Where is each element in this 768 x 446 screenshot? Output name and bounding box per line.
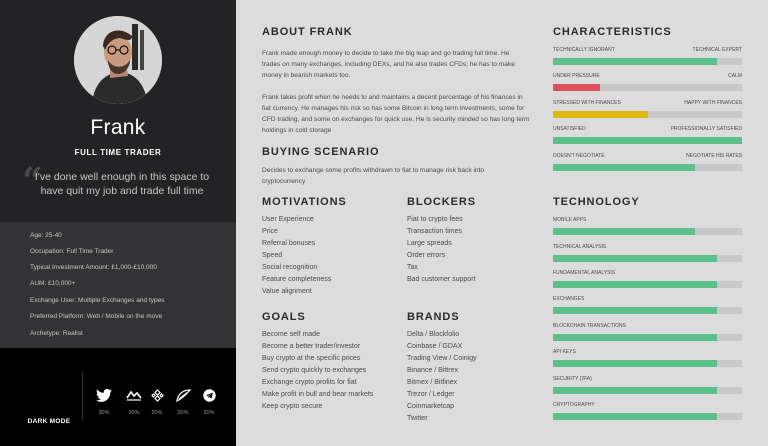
scale-track xyxy=(553,111,742,118)
tech-track xyxy=(553,307,742,314)
fact-platform: Preferred Platform: Web / Mobile on the move xyxy=(30,313,163,320)
list-item: Referral bonuses xyxy=(262,240,316,247)
tech-fill xyxy=(553,307,717,314)
scale-right-label: NEGOTIATE HIS RATES xyxy=(686,153,742,159)
tech-label: EXCHANGES xyxy=(553,296,585,302)
list-item: Bad customer support xyxy=(407,276,476,283)
list-item: Keep crypto secure xyxy=(262,403,323,410)
exchange-logo xyxy=(123,389,145,416)
tech-fundamental-analysis xyxy=(553,270,742,288)
tech-fill xyxy=(553,360,717,367)
footer-divider xyxy=(82,372,83,420)
list-item: Coinbase / GDAX xyxy=(407,343,463,350)
blockers-list xyxy=(407,214,475,286)
exchange-binance xyxy=(146,389,168,416)
about-title: ABOUT FRANK xyxy=(262,26,353,38)
list-item: Speed xyxy=(262,252,283,259)
scale-right-label: TECHNICAL EXPERT xyxy=(692,47,742,53)
tech-technical-analysis xyxy=(553,244,742,262)
tech-track xyxy=(553,255,742,262)
scale-fill xyxy=(553,164,695,171)
quote-mark-icon: “ xyxy=(22,160,43,202)
tech-track xyxy=(553,360,742,367)
tech-fill xyxy=(553,334,717,341)
list-item: Binance / Bittrex xyxy=(407,367,458,374)
twitter-icon xyxy=(96,389,112,402)
exchange-bitfinex xyxy=(172,389,194,416)
exchange-pct: 30% xyxy=(98,410,110,416)
goals-title: GOALS xyxy=(262,311,306,323)
tech-fill xyxy=(553,387,717,394)
persona-footer xyxy=(0,348,236,446)
list-item: Exchange crypto profits for fiat xyxy=(262,379,357,386)
list-item: Bitmex / Bitfinex xyxy=(407,379,458,386)
list-item: Delta / Blockfolio xyxy=(407,331,460,338)
buying-scenario-text: Decides to exchange some profits withdrawn to fiat to manage risk back into cryptocurrency xyxy=(262,167,485,185)
blockers-title: BLOCKERS xyxy=(407,196,476,208)
persona-facts xyxy=(0,222,236,348)
scale-left-label: STRESSED WITH FINANCES xyxy=(553,100,621,106)
exchange-telegram xyxy=(198,389,220,416)
exchange-pct: 20% xyxy=(151,410,163,416)
list-item: Fiat to crypto fees xyxy=(407,216,463,223)
motivations-list xyxy=(262,214,331,298)
persona-name: Frank xyxy=(90,116,146,139)
list-item: Trading View / Coinigy xyxy=(407,355,477,362)
tech-track xyxy=(553,281,742,288)
exchange-logo-icon xyxy=(126,389,142,402)
characteristic-tech-knowledge xyxy=(553,47,742,65)
list-item: Make profit in bull and bear markets xyxy=(262,391,374,398)
characteristics-title: CHARACTERISTICS xyxy=(553,26,672,38)
telegram-icon xyxy=(203,389,216,402)
scale-right-label: HAPPY WITH FINANCES xyxy=(684,100,742,106)
scale-right-label: CALM xyxy=(728,73,742,79)
tech-track xyxy=(553,228,742,235)
scale-right-label: PROFESSIONALLY SATISFIED xyxy=(670,126,742,132)
scale-left-label: DOESN'T NEGOTIATE xyxy=(553,153,605,159)
list-item: Feature completeness xyxy=(262,276,332,283)
technology-title: TECHNOLOGY xyxy=(553,196,640,208)
about-paragraph-1: Frank made enough money to decide to take the big leap and go trading full time. He trades on many exchanges, including DEXs, and he also trades CFDs; he has to make money in bearish markets too. xyxy=(262,50,515,79)
brands-title: BRANDS xyxy=(407,311,460,323)
scale-fill xyxy=(553,111,648,118)
scale-track xyxy=(553,137,742,144)
list-item: Tax xyxy=(407,264,418,271)
brands-list xyxy=(407,329,477,425)
list-item: Become self made xyxy=(262,331,320,338)
characteristic-negotiation xyxy=(553,153,742,171)
characteristic-pressure xyxy=(553,73,742,91)
scale-fill xyxy=(553,58,717,65)
persona-quote: I've done well enough in this space to have quit my job and trade full time xyxy=(34,171,210,197)
tech-fill xyxy=(553,281,717,288)
list-item: Trezor / Ledger xyxy=(407,391,455,398)
tech-label: SECURITY (2FA) xyxy=(553,376,592,382)
profile-avatar xyxy=(74,16,162,104)
dark-mode-label: DARK MODE xyxy=(27,418,71,425)
list-item: Social recognition xyxy=(262,264,318,271)
motivations-title: MOTIVATIONS xyxy=(262,196,347,208)
tech-label: FUNDAMENTAL ANALYSIS xyxy=(553,270,616,276)
tech-blockchain-transactions xyxy=(553,323,742,341)
fact-exchange-user: Exchange User: Multiple Exchanges and types xyxy=(30,297,165,304)
tech-exchanges xyxy=(553,296,742,314)
characteristic-finances xyxy=(553,100,742,118)
exchange-twitter xyxy=(93,389,115,416)
scale-left-label: UNSATISFIED xyxy=(553,126,586,132)
list-item: Transaction times xyxy=(407,228,462,235)
list-item: Twitter xyxy=(407,415,428,422)
list-item: Coinmarketcap xyxy=(407,403,455,410)
scale-track xyxy=(553,84,742,91)
tech-fill xyxy=(553,255,717,262)
tech-label: CRYPTOGRAPHY xyxy=(553,402,595,408)
exchange-pct: 20% xyxy=(177,410,189,416)
list-item: Buy crypto at the specific prices xyxy=(262,355,361,362)
tech-mobile-apps xyxy=(553,217,742,235)
list-item: Value alignment xyxy=(262,288,312,295)
persona-role: FULL TIME TRADER xyxy=(74,148,162,157)
characteristic-satisfaction xyxy=(553,126,742,144)
persona-sidebar xyxy=(0,0,236,446)
tech-security-2fa xyxy=(553,376,742,394)
scale-left-label: UNDER PRESSURE xyxy=(553,73,600,79)
scale-fill xyxy=(553,137,742,144)
tech-label: TECHNICAL ANALYSIS xyxy=(553,244,607,250)
tech-label: BLOCKCHAIN TRANSACTIONS xyxy=(553,323,626,329)
exchange-pct: 30% xyxy=(128,410,140,416)
tech-track xyxy=(553,413,742,420)
tech-api-keys xyxy=(553,349,742,367)
tech-label: API KEYS xyxy=(553,349,576,355)
list-item: Large spreads xyxy=(407,240,452,247)
tech-label: MOBILE APPS xyxy=(553,217,587,223)
about-paragraph-2: Frank takes profit when he needs to and maintains a decent percentage of his finances in fiat currency. He manages his risk so has some Bitcoin in long term investments, some for CFD trading, and some on exchanges for quick use. He is security minded so has long term holdings in cold storage xyxy=(262,94,530,134)
tech-track xyxy=(553,387,742,394)
scale-track xyxy=(553,164,742,171)
list-item: Send crypto quickly to exchanges xyxy=(262,367,367,374)
scale-track xyxy=(553,58,742,65)
fact-occupation: Occupation: Full Time Trader xyxy=(30,248,114,255)
tech-fill xyxy=(553,413,717,420)
scale-left-label: TECHNICALLY IGNORANT xyxy=(553,47,615,53)
list-item: Price xyxy=(262,228,278,235)
tech-track xyxy=(553,334,742,341)
buying-scenario-title: BUYING SCENARIO xyxy=(262,146,380,158)
portrait-image xyxy=(74,16,162,104)
list-item: User Experience xyxy=(262,216,314,223)
exchange-pct: 20% xyxy=(203,410,215,416)
tech-cryptography xyxy=(553,402,742,420)
goals-list xyxy=(262,329,373,413)
fact-archetype: Archetype: Realist xyxy=(30,330,83,337)
bitfinex-icon xyxy=(175,389,191,402)
binance-icon xyxy=(151,389,164,402)
fact-aum: AUM: £10,000+ xyxy=(30,280,76,287)
fact-investment-amount: Typical Investment Amount: £1,000-£10,000 xyxy=(30,264,157,271)
tech-fill xyxy=(553,228,695,235)
list-item: Become a better trader/investor xyxy=(262,343,361,350)
scale-fill xyxy=(553,84,600,91)
list-item: Order errors xyxy=(407,252,446,259)
profile-header xyxy=(0,0,236,222)
fact-age: Age: 25-40 xyxy=(30,232,62,239)
